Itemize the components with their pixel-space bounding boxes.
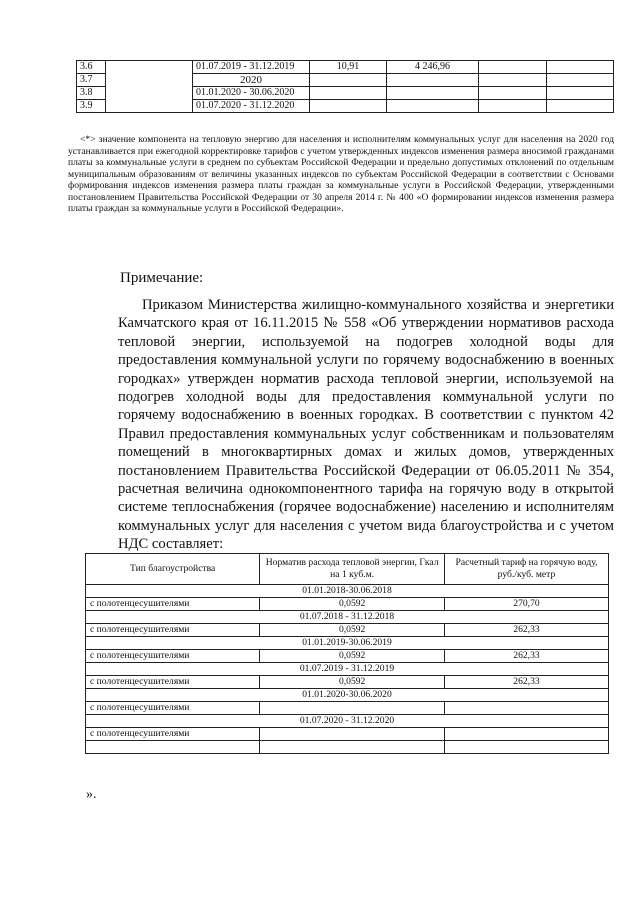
tariff-table: [85, 553, 609, 754]
type-cell: с полотенцесушителями: [86, 702, 260, 715]
norm-cell: [260, 728, 445, 741]
top-table: [76, 60, 614, 113]
row-number: 3.6: [77, 61, 106, 74]
period-cell: 01.07.2018 - 31.12.2018: [86, 611, 609, 624]
period-cell: 01.07.2019 - 31.12.2019: [193, 61, 310, 74]
norm-cell: 0,0592: [260, 624, 445, 637]
note-paragraph: Приказом Министерства жилищно-коммунального хозяйства и энергетики Камчатского края от 16.11.2015 № 558 «Об утверждении нормативов расхода тепловой энергии, используемой на подогрев холодной воды для предоставления коммунальной услуги по горячему водоснабжению в военных городках» утвержден норматив расхода тепловой энергии, используемой на подогрев холодной воды для предоставления коммунальной услуги по горячему водоснабжению в военных городках. В соответствии с пунктом 42 Правил предоставления коммунальных услуг собственникам и пользователям помещений в многоквартирных домах и жилых домов, утвержденных постановлением Правительства Российской Федерации от 06.05.2011 № 354, расчетная величина однокомпонентного тарифа на горячую воду в открытой системе теплоснабжения (горячее водоснабжение) населению и исполнителям коммунальных услуг для населения с учетом вида благоустройства и с учетом НДС составляет:: [118, 297, 614, 553]
table-row: [86, 650, 609, 663]
period-row: [86, 663, 609, 676]
table-row: [77, 61, 614, 74]
table-row: [86, 728, 609, 741]
row-number: 3.7: [77, 74, 106, 87]
empty-cell: [479, 100, 547, 113]
table-row: [86, 741, 609, 754]
tariff-cell: 270,70: [444, 598, 608, 611]
table-row: [86, 598, 609, 611]
row-number: 3.8: [77, 87, 106, 100]
period-cell: 01.01.2020 - 30.06.2020: [193, 87, 310, 100]
footnote-text: <*> значение компонента на тепловую энергию для населения и исполнителям коммунальных услуг для населения на 2020 год устанавливается при ежегодной корректировке тарифов с учетом утвержденных индексов изменения размера вносимой гражданами платы за коммунальные услуги в среднем по субъектам Российской Федерации и предельно допустимых отклонений по отдельным муниципальным образованиям от величины указанных индексов по субъектам Российской Федерации в соответствии с Основами формирования индексов изменения размера платы граждан за коммунальные услуги в Российской Федерации, утвержденными постановлением Правительства Российской Федерации от 30 апреля 2014 г. № 400 «О формировании индексов изменения размера платы граждан за коммунальные услуги в Российской Федерации».: [68, 134, 614, 214]
empty-cell: [86, 741, 260, 754]
empty-cell: [546, 74, 614, 87]
empty-cell: [444, 741, 608, 754]
period-cell: 01.01.2020-30.06.2020: [86, 689, 609, 702]
column-header: Тип благоустройства: [86, 554, 260, 585]
period-cell: 01.07.2020 - 31.12.2020: [193, 100, 310, 113]
column-header: Норматив расхода тепловой энергии, Гкал на 1 куб.м.: [260, 554, 445, 585]
period-row: [86, 611, 609, 624]
value-cell: [387, 87, 479, 100]
type-cell: с полотенцесушителями: [86, 728, 260, 741]
value-cell: 10,91: [310, 61, 387, 74]
tariff-cell: 262,33: [444, 676, 608, 689]
tariff-cell: [444, 728, 608, 741]
period-cell: 01.07.2019 - 31.12.2019: [86, 663, 609, 676]
empty-cell: [479, 61, 547, 74]
norm-cell: [260, 702, 445, 715]
value-cell: 4 246,96: [387, 61, 479, 74]
empty-cell: [260, 741, 445, 754]
value-cell: [387, 100, 479, 113]
empty-cell: [546, 61, 614, 74]
table-row: [86, 702, 609, 715]
tariff-cell: 262,33: [444, 624, 608, 637]
period-row: [86, 689, 609, 702]
period-cell: 01.01.2019-30.06.2019: [86, 637, 609, 650]
period-cell: 01.07.2020 - 31.12.2020: [86, 715, 609, 728]
empty-cell: [546, 100, 614, 113]
tariff-cell: 262,33: [444, 650, 608, 663]
value-cell: [310, 100, 387, 113]
table-row: [86, 624, 609, 637]
empty-cell: [479, 74, 547, 87]
value-cell: [310, 87, 387, 100]
type-cell: с полотенцесушителями: [86, 676, 260, 689]
norm-cell: 0,0592: [260, 650, 445, 663]
period-row: [86, 637, 609, 650]
type-cell: с полотенцесушителями: [86, 624, 260, 637]
row-number: 3.9: [77, 100, 106, 113]
table-row: [86, 676, 609, 689]
period-row: [86, 585, 609, 598]
table-header-row: [86, 554, 609, 585]
empty-cell: [479, 87, 547, 100]
closing-quote: ».: [86, 787, 97, 802]
note-body: [118, 296, 614, 554]
tariff-cell: [444, 702, 608, 715]
period-row: [86, 715, 609, 728]
note-title: Примечание:: [120, 270, 204, 286]
empty-cell: [310, 74, 387, 87]
norm-cell: 0,0592: [260, 598, 445, 611]
type-cell: с полотенцесушителями: [86, 598, 260, 611]
empty-cell: [546, 87, 614, 100]
empty-cell: [387, 74, 479, 87]
column-header: Расчетный тариф на горячую воду, руб./куб. метр: [444, 554, 608, 585]
type-cell: с полотенцесушителями: [86, 650, 260, 663]
period-cell: 01.01.2018-30.06.2018: [86, 585, 609, 598]
footnote: [68, 134, 614, 215]
blank-cell: [106, 61, 193, 113]
year-cell: 2020: [193, 74, 310, 87]
norm-cell: 0,0592: [260, 676, 445, 689]
